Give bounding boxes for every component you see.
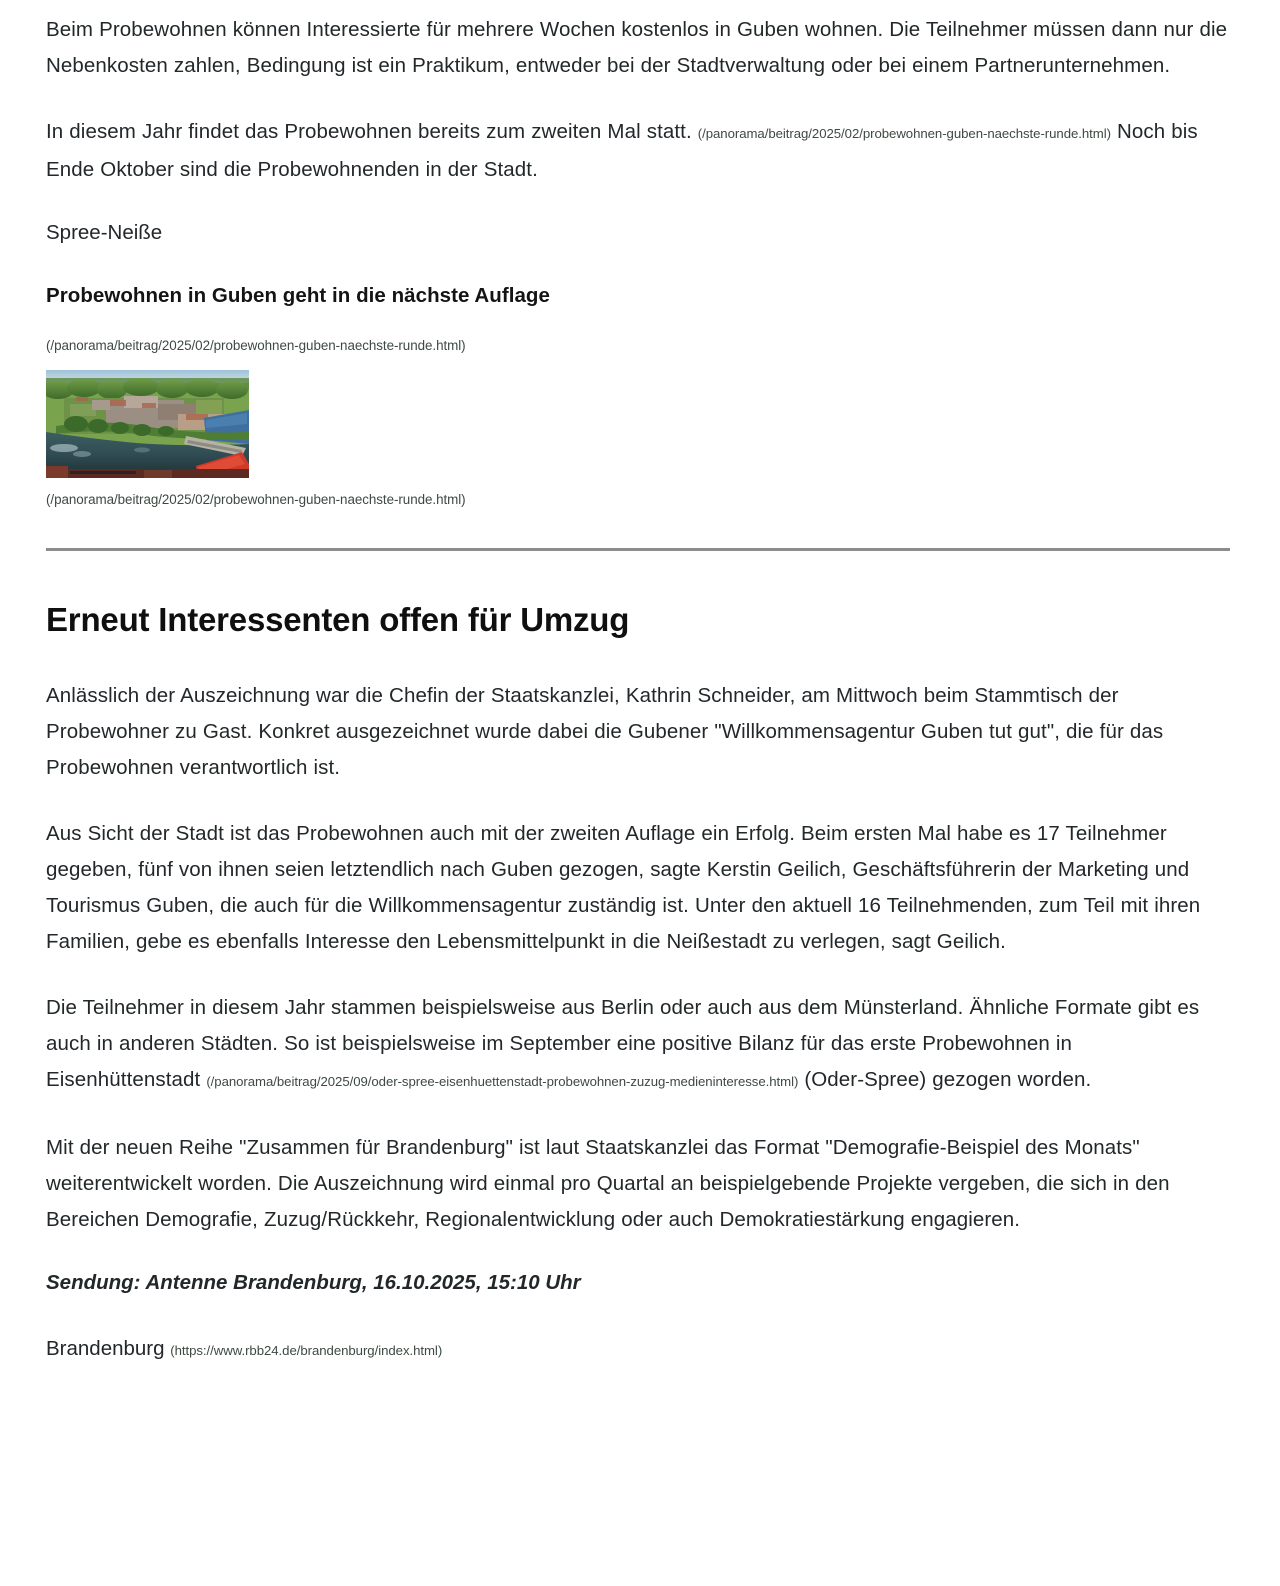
top-spacer	[46, 0, 1232, 12]
teaser-kicker: Spree-Neiße	[46, 221, 163, 244]
probewohnen-guben-link-inline[interactable]: (/panorama/beitrag/2025/02/probewohnen-guben-naechste-runde.html)	[697, 126, 1111, 141]
teaser-thumbnail-image[interactable]	[46, 370, 249, 478]
region-link-url[interactable]: (https://www.rbb24.de/brandenburg/index.html)	[170, 1343, 443, 1358]
region-link[interactable]	[46, 1334, 1232, 1366]
section-paragraph-4: Mit der neuen Reihe "Zusammen für Brandenburg" ist laut Staatskanzlei das Format "Demografie-Beispiel des Monats" weiterentwickelt worden. Die Auszeichnung wird einmal pro Quartal an beispielgebende Projekte vergeben, die sich in den Bereichen Demografie, Zuzug/Rückkehr, Regionalentwicklung oder auch Demokratiestärkung engagieren.	[46, 1136, 1170, 1231]
second-paragraph-text-end: Noch bis Ende Oktober sind die Probewohnenden in der Stadt.	[46, 120, 1198, 181]
section-paragraph-2: Aus Sicht der Stadt ist das Probewohnen auch mit der zweiten Auflage ein Erfolg. Beim ersten Mal habe es 17 Teilnehmer gegeben, fünf von ihnen seien letztendlich nach Guben gezogen, sagte Kerstin Geilich, Geschäftsführerin der Marketing und Tourismus Guben, die auch für die Willkommensagentur zuständig ist. Unter den aktuell 16 Teilnehmenden, zum Teil mit ihren Familien, gebe es ebenfalls Interesse den Lebensmittelpunkt in die Neißestadt zu verlegen, sagt Geilich.	[46, 822, 1201, 953]
teaser-link-above-image[interactable]: (/panorama/beitrag/2025/02/probewohnen-guben-naechste-runde.html)	[46, 338, 466, 353]
intro-paragraph: Beim Probewohnen können Interessierte für mehrere Wochen kostenlos in Guben wohnen. Die Teilnehmer müssen dann nur die Nebenkosten zahlen, Bedingung ist ein Praktikum, entweder bei der Stadtverwaltung oder bei einem Partnerunternehmen.	[46, 18, 1228, 77]
article-content	[46, 0, 1232, 1366]
region-link-label: Brandenburg	[46, 1337, 165, 1360]
section-divider	[46, 548, 1230, 551]
section-paragraph-1: Anlässlich der Auszeichnung war die Chefin der Staatskanzlei, Kathrin Schneider, am Mittwoch beim Stammtisch der Probewohner zu Gast. Konkret ausgezeichnet wurde dabei die Gubener "Willkommensagentur Guben tut gut", die für das Probewohnen verantwortlich ist.	[46, 684, 1164, 779]
broadcast-info: Sendung: Antenne Brandenburg, 16.10.2025, 15:10 Uhr	[46, 1271, 581, 1294]
section-paragraph-3-end: (Oder-Spree) gezogen worden.	[804, 1068, 1092, 1091]
second-paragraph	[46, 114, 1232, 188]
eisenhuettenstadt-link-inline[interactable]: (/panorama/beitrag/2025/09/oder-spree-eisenhuettenstadt-probewohnen-zuzug-medieninteresse.html)	[206, 1074, 799, 1089]
teaser-link-below-image[interactable]: (/panorama/beitrag/2025/02/probewohnen-guben-naechste-runde.html)	[46, 492, 466, 507]
section-paragraph-3	[46, 990, 1232, 1100]
second-paragraph-text-start: In diesem Jahr findet das Probewohnen bereits zum zweiten Mal statt.	[46, 120, 692, 143]
teaser-headline[interactable]: Probewohnen in Guben geht in die nächste Auflage	[46, 284, 550, 307]
aerial-town-illustration	[46, 370, 249, 478]
section-paragraph-3-start: Die Teilnehmer in diesem Jahr stammen beispielsweise aus Berlin oder auch aus dem Münsterland. Ähnliche Formate gibt es auch in anderen Städten. So ist beispielsweise im September eine positive Bilanz für das erste Probewohnen in Eisenhüttenstadt	[46, 996, 1200, 1091]
section-headline: Erneut Interessenten offen für Umzug	[46, 601, 630, 638]
